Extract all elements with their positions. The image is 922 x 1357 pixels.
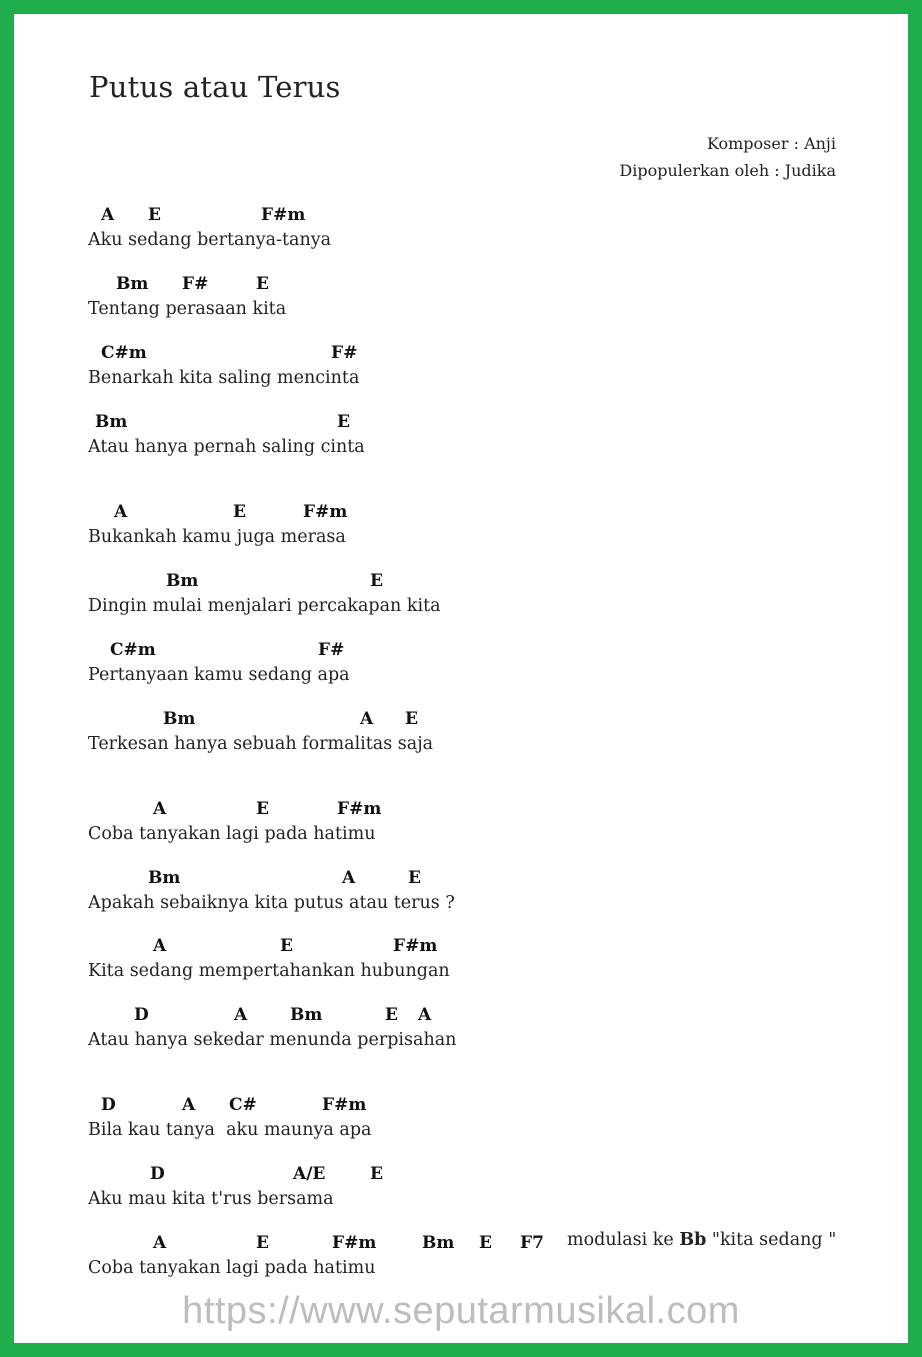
chord: F# (331, 343, 358, 363)
chord: E (148, 205, 161, 225)
chord: A/E (293, 1164, 326, 1184)
lyric-line: Coba tanyakan lagi pada hatimu (88, 1258, 376, 1278)
chord: E (405, 709, 418, 729)
chord: D (134, 1005, 149, 1025)
modulation-key: Bb (679, 1230, 707, 1250)
chord: A (360, 709, 374, 729)
lyric-line: Atau hanya pernah saling cinta (88, 437, 365, 457)
chord: A (153, 936, 167, 956)
popularized-by-credit: Dipopulerkan oleh : Judika (619, 161, 836, 180)
chord: Bm (116, 274, 149, 294)
chord: Bm (163, 709, 196, 729)
chord: A (234, 1005, 248, 1025)
composer-credit: Komposer : Anji (706, 134, 836, 153)
chord: C#m (101, 343, 147, 363)
chord: F#m (322, 1095, 367, 1115)
chord: E (256, 799, 269, 819)
chord: D (101, 1095, 116, 1115)
lyric-line: Terkesan hanya sebuah formalitas saja (88, 734, 434, 754)
chord: Bm (95, 412, 128, 432)
chord: F#m (261, 205, 306, 225)
chord: A (114, 502, 128, 522)
chord: E (337, 412, 350, 432)
chord: C#m (110, 640, 156, 660)
lyric-line: Atau hanya sekedar menunda perpisahan (88, 1030, 457, 1050)
lyric-line: Aku mau kita t'rus bersama (88, 1189, 334, 1209)
modulation-suffix: "kita sedang " (706, 1230, 837, 1250)
chord: D (150, 1164, 165, 1184)
chord: E (370, 571, 383, 591)
chord: Bm (422, 1233, 455, 1253)
song-title: Putus atau Terus (89, 70, 341, 104)
chord: A (153, 799, 167, 819)
chord: E (256, 274, 269, 294)
watermark-url: https://www.seputarmusikal.com (182, 1290, 740, 1332)
lyric-line: Pertanyaan kamu sedang apa (88, 665, 350, 685)
chord: A (153, 1233, 167, 1253)
chord: Bm (148, 868, 181, 888)
chord: F#m (337, 799, 382, 819)
chord: F#m (332, 1233, 377, 1253)
chord: A (418, 1005, 432, 1025)
modulation-prefix: modulasi ke (567, 1230, 680, 1250)
lyric-line: Benarkah kita saling mencinta (88, 368, 360, 388)
chord: A (342, 868, 356, 888)
lyric-line: Coba tanyakan lagi pada hatimu (88, 824, 376, 844)
lyric-line: Tentang perasaan kita (88, 299, 287, 319)
chord: F# (318, 640, 345, 660)
chord: Bm (290, 1005, 323, 1025)
chord: F#m (393, 936, 438, 956)
chord: Bm (166, 571, 199, 591)
chord: E (385, 1005, 398, 1025)
lyric-line: Dingin mulai menjalari percakapan kita (88, 596, 441, 616)
chord: E (479, 1233, 492, 1253)
chord: E (233, 502, 246, 522)
chord: E (280, 936, 293, 956)
chord: A (182, 1095, 196, 1115)
lyric-line: Aku sedang bertanya-tanya (88, 230, 332, 250)
chord: A (101, 205, 115, 225)
chord: E (408, 868, 421, 888)
lyric-line: Bila kau tanya aku maunya apa (88, 1120, 372, 1140)
chord: E (256, 1233, 269, 1253)
chord: C# (229, 1095, 257, 1115)
chord: E (370, 1164, 383, 1184)
modulation-note (567, 1230, 836, 1250)
chord: F# (182, 274, 209, 294)
lyric-line: Apakah sebaiknya kita putus atau terus ? (88, 893, 455, 913)
lyric-line: Kita sedang mempertahankan hubungan (88, 961, 450, 981)
chord: F#m (303, 502, 348, 522)
chord: F7 (520, 1233, 544, 1253)
lyric-line: Bukankah kamu juga merasa (88, 527, 346, 547)
